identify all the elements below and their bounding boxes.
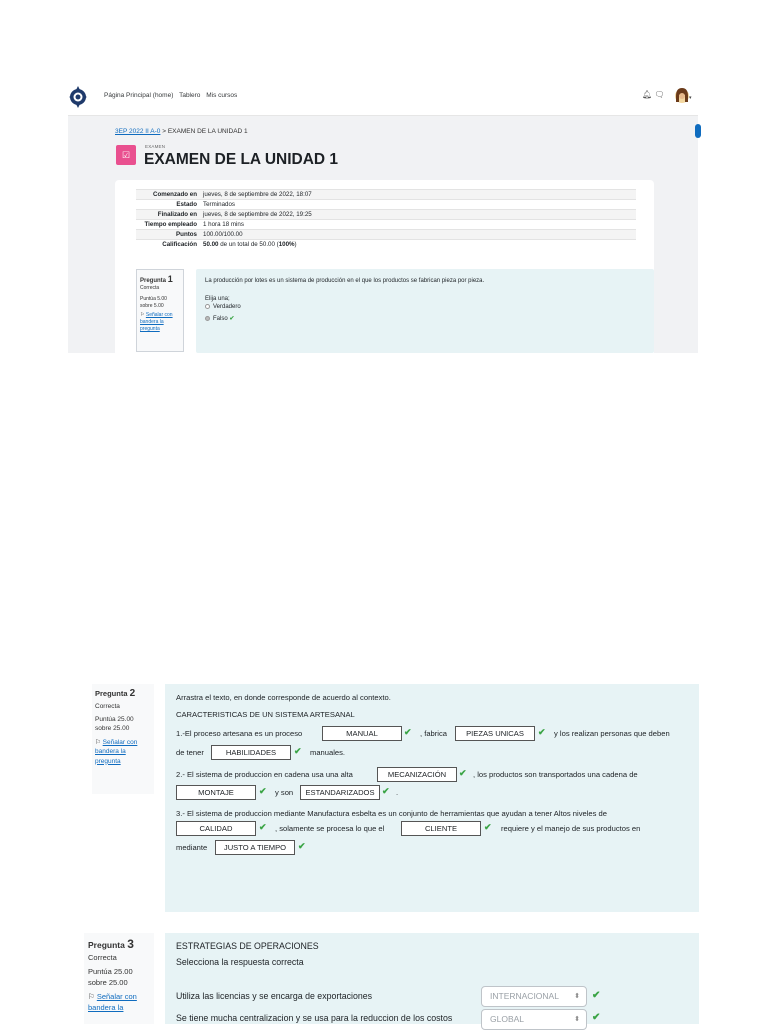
- grade-score: 50.00: [203, 241, 219, 248]
- chat-bubble-icon[interactable]: 🗨︎: [654, 90, 665, 99]
- answer-select-2[interactable]: GLOBAL ⬍: [481, 1009, 587, 1030]
- user-avatar[interactable]: [675, 87, 691, 105]
- question-3-content: [165, 933, 699, 1024]
- question-2-info: Pregunta 2 Correcta Puntúa 25.00 sobre 25.00 ⚐ Señalar con bandera la pregunta: [92, 684, 154, 794]
- flag-question-link[interactable]: Señalar con bandera la pregunta: [95, 738, 138, 765]
- question-state: Correcta: [88, 953, 117, 963]
- radio-true[interactable]: [205, 304, 210, 309]
- match-item-text: Se tiene mucha centralizacion y se usa para la reduccion de los costos: [176, 1013, 453, 1023]
- question-2-content: Arrastra el texto, en donde corresponde de acuerdo al contexto. CARACTERISTICAS DE UN SISTEMA ARTESANAL 1.-El proceso artesana es un proceso MANUAL ✔ , fabrica PIEZAS UNICAS ✔ y los realizan personas que deben de tener HABILIDADES ✔ manuales. 2.- El sistema de produccion en cadena usa una alta MECANIZACIÓN ✔ , los productos son transportados una cadena de MONTAJE ✔ y son ESTANDARIZADOS ✔ . 3.- El sistema de produccion mediante Manufactura esbelta es un conjunto de herramientas que ayudan a tener Altos niveles de CALIDAD ✔ , solamente se procesa lo que el CLIENTE ✔ requiere y el manejo de sus productos en mediante JUSTO A TIEMPO ✔: [165, 684, 699, 912]
- svg-text:▾: ▾: [689, 95, 692, 101]
- breadcrumb-course-link[interactable]: 3EP 2022 II A-0: [115, 128, 161, 135]
- nav-links: [104, 92, 241, 99]
- summary-row: Estado Terminados: [136, 200, 636, 210]
- check-icon: ✔: [259, 786, 267, 796]
- exam-summary-screenshot: [68, 80, 698, 353]
- top-navbar: [68, 80, 698, 116]
- check-icon: ✔: [592, 990, 601, 1001]
- drop-zone-1[interactable]: MANUAL: [322, 726, 402, 741]
- question-number: 1: [167, 274, 173, 284]
- option-true[interactable]: Verdadero: [205, 303, 645, 312]
- grade-percent: 100%: [278, 241, 295, 248]
- question-subheading: Selecciona la respuesta correcta: [176, 957, 304, 967]
- question-1-content: La producción por lotes es un sistema de producción en el que los productos se fabrican pieza por pieza. Elija una; Verdadero Falso ✔: [196, 269, 654, 353]
- summary-row: Puntos 100.00/100.00: [136, 230, 636, 240]
- bell-icon[interactable]: 🔔︎: [642, 90, 653, 99]
- check-icon: ✔: [298, 841, 306, 851]
- check-icon: ✔: [382, 786, 390, 796]
- select-arrow-icon: ⬍: [574, 1016, 580, 1023]
- match-item-text: Utiliza las licencias y se encarga de exportaciones: [176, 991, 373, 1001]
- drop-zone-6[interactable]: ESTANDARIZADOS: [300, 785, 380, 800]
- attempt-summary-table: [136, 189, 636, 249]
- question-text: La producción por lotes es un sistema de producción en el que los productos se fabrican pieza por pieza.: [205, 278, 485, 284]
- question-instruction: Arrastra el texto, en donde corresponde de acuerdo al contexto.: [176, 693, 391, 702]
- check-icon: ✔: [294, 746, 302, 756]
- nav-home-link[interactable]: Página Principal (home): [104, 92, 174, 99]
- nav-dashboard-link[interactable]: Tablero: [179, 92, 201, 99]
- check-icon: ✔: [538, 727, 546, 737]
- summary-row: Finalizado en jueves, 8 de septiembre de 2022, 19:25: [136, 210, 636, 220]
- nav-mycourses-link[interactable]: Mis cursos: [206, 92, 238, 99]
- drop-zone-5[interactable]: MONTAJE: [176, 785, 256, 800]
- question-1-info: Pregunta 1 Correcta Puntúa 5.00 sobre 5.00 ⚐ Señalar con bandera la pregunta: [136, 269, 184, 352]
- summary-row: Tiempo empleado 1 hora 18 mins: [136, 220, 636, 230]
- summary-row-grade: Calificación 50.00 de un total de 50.00 (100%): [136, 240, 636, 250]
- drop-zone-7[interactable]: CALIDAD: [176, 821, 256, 836]
- summary-row: Comenzado en jueves, 8 de septiembre de 2022, 18:07: [136, 190, 636, 200]
- flag-icon[interactable]: ⚐: [140, 312, 145, 319]
- check-icon: ✔: [229, 316, 235, 323]
- question-state: Correcta: [95, 702, 120, 710]
- check-icon: ✔: [592, 1012, 601, 1023]
- breadcrumb-current: EXAMEN DE LA UNIDAD 1: [167, 128, 248, 135]
- flag-question-link[interactable]: Señalar con bandera la pregunta: [140, 312, 173, 332]
- flag-icon[interactable]: ⚐: [95, 738, 101, 746]
- option-false[interactable]: Falso ✔: [205, 315, 645, 324]
- drop-zone-4[interactable]: MECANIZACIÓN: [377, 767, 457, 782]
- question-number: 3: [127, 937, 134, 951]
- module-type-label: EXAMEN: [145, 144, 166, 149]
- nav-icons: [642, 90, 665, 99]
- check-icon: ✔: [259, 822, 267, 832]
- question-3-info: Pregunta 3 Correcta Puntúa 25.00 sobre 25.00 ⚐ Señalar con bandera la: [84, 933, 154, 1024]
- drop-zone-9[interactable]: JUSTO A TIEMPO: [215, 840, 295, 855]
- drop-zone-8[interactable]: CLIENTE: [401, 821, 481, 836]
- question-state: Correcta: [140, 285, 160, 292]
- page-title: EXAMEN DE LA UNIDAD 1: [144, 151, 339, 168]
- radio-false[interactable]: [205, 316, 210, 321]
- flag-question-link[interactable]: Señalar con bandera la: [88, 992, 137, 1012]
- drop-zone-2[interactable]: PIEZAS UNICAS: [455, 726, 535, 741]
- drawer-toggle-handle[interactable]: [695, 124, 701, 138]
- question-heading: CARACTERISTICAS DE UN SISTEMA ARTESANAL: [176, 710, 355, 719]
- check-icon: ✔: [404, 727, 412, 737]
- check-icon: ✔: [484, 822, 492, 832]
- breadcrumb: [115, 128, 248, 135]
- question-number: 2: [129, 688, 136, 699]
- breadcrumb-separator: >: [162, 128, 167, 135]
- drop-zone-3[interactable]: HABILIDADES: [211, 745, 291, 760]
- select-arrow-icon: ⬍: [574, 993, 580, 1000]
- check-icon: ✔: [459, 768, 467, 778]
- answer-select-1[interactable]: INTERNACIONAL ⬍: [481, 986, 587, 1007]
- flag-icon[interactable]: ⚐: [88, 992, 95, 1002]
- quiz-icon: ☑: [116, 145, 136, 165]
- institution-logo-icon[interactable]: [68, 85, 88, 109]
- question-heading: ESTRATEGIAS DE OPERACIONES: [176, 941, 319, 951]
